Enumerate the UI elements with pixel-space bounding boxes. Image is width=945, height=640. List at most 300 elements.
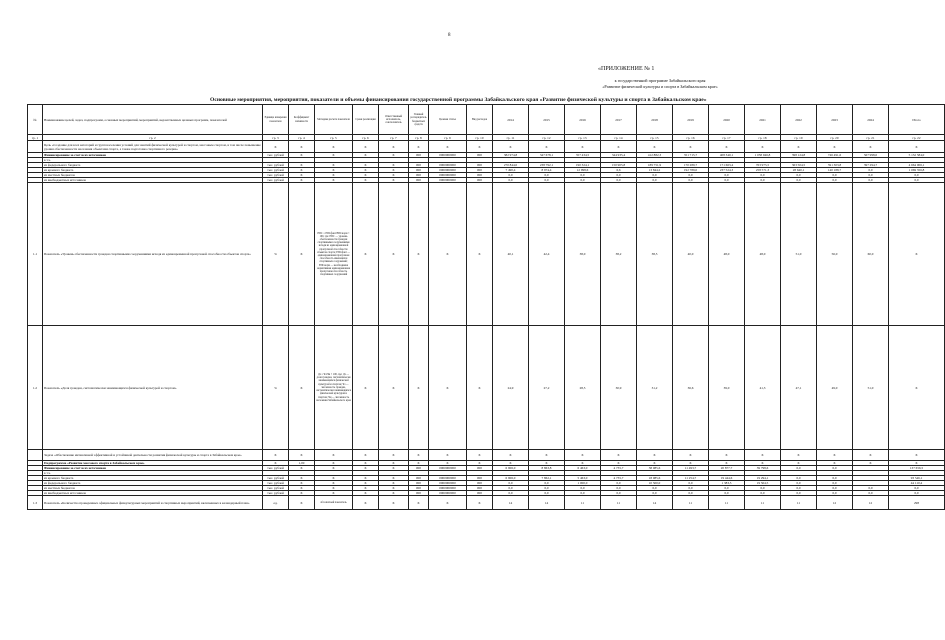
value-cell: 408 340,1 (709, 153, 745, 158)
task-1-label: Задача «Обеспечение интенсивной эффективной и устойчивой деятельности развития физической культуры и спорта в Забайкальском крае» (43, 450, 263, 461)
value-cell: 11 (745, 496, 781, 510)
value-cell: 12 (853, 496, 889, 510)
cell-x: X (745, 141, 781, 153)
kbk-cell: 000 (467, 168, 493, 173)
cell-x: X (315, 466, 353, 471)
kbk-cell: 0000000000 (429, 476, 467, 481)
value-cell: 298 (889, 496, 945, 510)
mun-label: из местных бюджетов (43, 173, 263, 178)
cell-x: X (781, 461, 817, 466)
value-cell: 48,0 (709, 183, 745, 326)
value-cell: 28,5 (565, 326, 601, 450)
row-number: 1.1 (28, 183, 43, 326)
indicator-row-2 (28, 326, 945, 450)
value-cell: 412 882,3 (637, 153, 673, 158)
colnum: гр. 20 (817, 135, 853, 141)
indicator-1-method: ЕПС = ЕПСфакт/ЕПСнорм × 100, где: ЕПС — уровень обеспеченности граждан спортивными сооружениями исходя из единовременной пропускной способности объектов спорта; ЕПСфакт — единовременная пропускная способность имеющихся спортивных сооружений; ЕПСнорм — необходимая нормативная единовременная пропускная способность спортивных сооружений (315, 183, 353, 326)
kbk-cell: 0000000000 (429, 168, 467, 173)
value-cell: 363 504,5 (781, 163, 817, 168)
kbk-cell: 0000000000 (429, 481, 467, 486)
value-cell: 0,0 (529, 481, 565, 486)
colnum: гр. 2 (43, 135, 263, 141)
value-cell: 8 863,8 (529, 466, 565, 471)
value-cell: 398 124,8 (781, 153, 817, 158)
value-cell: 14 (493, 496, 529, 510)
value-cell: 0,0 (601, 481, 637, 486)
page-number: 8 (448, 33, 451, 38)
cell-x: X (353, 141, 379, 153)
value-cell: 11 (601, 496, 637, 510)
value-cell: 56,0 (817, 183, 853, 326)
cell-x: X (289, 466, 315, 471)
value-cell: 30,9 (601, 326, 637, 450)
value-cell: 0,0 (529, 178, 565, 183)
colnum: гр. 7 (379, 135, 409, 141)
value-cell: 258 571,3 (745, 168, 781, 173)
cell-x: X (353, 168, 379, 173)
cell-x: X (289, 496, 315, 510)
value-cell: 171 663,4 (709, 163, 745, 168)
cell-x: X (429, 461, 467, 466)
value-cell: 6 906,0 (493, 466, 529, 471)
kbk-cell: 0000000000 (429, 486, 467, 491)
kbk-cell: 000 (409, 476, 429, 481)
value-cell: 31,2 (637, 326, 673, 450)
cell-x: X (353, 178, 379, 183)
value-cell: 0,0 (601, 173, 637, 178)
value-cell: 0,0 (745, 178, 781, 183)
unit-cell: % (263, 326, 289, 450)
value-cell: 49,0 (817, 326, 853, 450)
cell-x: X (709, 450, 745, 461)
value-cell: 0,0 (817, 476, 853, 481)
value-cell: 11 (781, 496, 817, 510)
value-cell: 4 664 006,1 (889, 163, 945, 168)
cell-x: X (379, 466, 409, 471)
cell-x: X (467, 450, 493, 461)
cell-x: X (529, 141, 565, 153)
cell-x: X (379, 168, 409, 173)
value-cell: 0,0 (493, 178, 529, 183)
cell-x: X (315, 491, 353, 496)
cell-x: X (529, 450, 565, 461)
cell-x: X (315, 481, 353, 486)
value-cell: 47,1 (781, 326, 817, 450)
annex-line-1: к государственной программе Забайкальского края (614, 78, 706, 83)
cell-x: X (467, 461, 493, 466)
kbk-cell: 0000000000 (429, 466, 467, 471)
cell-x: X (379, 476, 409, 481)
value-cell: 0,0 (781, 173, 817, 178)
value-cell: 0,0 (853, 178, 889, 183)
value-cell: 13 844,2 (637, 168, 673, 173)
cell-x: X (315, 153, 353, 158)
cell-x: X (315, 173, 353, 178)
header-year: 2015 (529, 105, 565, 135)
kbk-cell: 0000000000 (429, 491, 467, 496)
cell-x: X (853, 450, 889, 461)
value-cell: 0,0 (565, 491, 601, 496)
value-cell: 0,0 (529, 486, 565, 491)
cell-x: X (781, 141, 817, 153)
cell-x: X (289, 153, 315, 158)
value-cell: 397 294,7 (853, 163, 889, 168)
header-grbs: Главный распорядитель бюджетных средств (409, 105, 429, 135)
annex-subtitle (520, 78, 800, 90)
value-cell: 0,0 (709, 486, 745, 491)
value-cell: 40,1 (493, 183, 529, 326)
value-cell: 0,0 (889, 173, 945, 178)
value-cell: 19 444,6 (709, 476, 745, 481)
reg-label: из краевого бюджета (43, 476, 263, 481)
value-cell: 6,6 (601, 168, 637, 173)
value-cell: 0,0 (889, 178, 945, 183)
cell-x: X (889, 183, 945, 326)
unit-cell: тыс. рублей (263, 476, 289, 481)
value-cell: 357 434,5 (565, 153, 601, 158)
cell-x: X (853, 461, 889, 466)
cell-x: X (409, 461, 429, 466)
cell-x: X (429, 450, 467, 461)
value-cell: 1 058 946,8 (745, 153, 781, 158)
colnum: гр. 1 (28, 135, 43, 141)
kbk-cell: 000 (467, 163, 493, 168)
value-cell: 0,0 (709, 491, 745, 496)
kbk-cell: 000 (467, 481, 493, 486)
kbk-cell: 000 (409, 163, 429, 168)
annex-title: «ПРИЛОЖЕНИЕ № 1 (598, 66, 655, 72)
table-header-row (28, 105, 945, 135)
cell-x: X (315, 168, 353, 173)
value-cell: 344 935,4 (601, 153, 637, 158)
value-cell: 0,0 (745, 491, 781, 496)
header-vr: Вид расходов (467, 105, 493, 135)
kbk-cell: 000 (409, 481, 429, 486)
incl-label: в т.ч. (43, 158, 263, 163)
value-cell: 18 085,6 (637, 476, 673, 481)
cell-x: X (263, 141, 289, 153)
value-cell: 0,0 (889, 491, 945, 496)
header-method: Методика расчета показателя (315, 105, 353, 135)
cell-x: X (315, 141, 353, 153)
value-cell: 0,0 (709, 173, 745, 178)
cell-x: X (493, 461, 529, 466)
cell-x: X (379, 163, 409, 168)
colnum: гр. 19 (781, 135, 817, 141)
cell-x: X (379, 461, 409, 466)
value-cell: 0,0 (673, 178, 709, 183)
value-cell: 0,0 (601, 491, 637, 496)
value-cell: 60,0 (853, 183, 889, 326)
cell-x: X (889, 461, 945, 466)
value-cell: 7 490,4 (493, 168, 529, 173)
header-year: 2021 (745, 105, 781, 135)
cell-x: X (817, 141, 853, 153)
colnum: гр. 14 (601, 135, 637, 141)
header-period: Сроки реализации (353, 105, 379, 135)
cell-x: X (565, 141, 601, 153)
header-unit: Единица измерения показателя (263, 105, 289, 135)
value-cell: 42,4 (529, 183, 565, 326)
cell-x: X (315, 163, 353, 168)
header-name: Наименование целей, задач, подпрограмм, основных мероприятий, мероприятий, ведомственных целевых программ, показателей (43, 105, 263, 135)
value-cell: 0,0 (853, 486, 889, 491)
colnum: гр. 17 (709, 135, 745, 141)
cell-x: X (289, 326, 315, 450)
cell-x: X (709, 141, 745, 153)
value-cell: 5 463,0 (565, 476, 601, 481)
value-cell: 44 110,4 (889, 481, 945, 486)
value-cell: 1 000,0 (565, 481, 601, 486)
indicator-1-label: Показатель «Уровень обеспеченности граждан спортивными сооружениями исходя из единовременной пропускной способности объектов спорта» (43, 183, 263, 326)
cell-x: X (889, 326, 945, 450)
header-total: Итого (889, 105, 945, 135)
value-cell: 10 500,0 (637, 481, 673, 486)
colnum: гр. 10 (467, 135, 493, 141)
cell-x: X (353, 153, 379, 158)
value-cell: 567 998,0 (853, 153, 889, 158)
cell-x: X (263, 461, 289, 466)
header-year: 2017 (601, 105, 637, 135)
value-cell: 36,6 (673, 326, 709, 450)
colnum: гр. 8 (409, 135, 429, 141)
value-cell: 0,0 (817, 491, 853, 496)
program-table (27, 104, 945, 510)
value-cell: 0,0 (601, 178, 637, 183)
value-cell: 591 303,8 (817, 163, 853, 168)
value-cell: 0,0 (565, 173, 601, 178)
cell-x: X (601, 461, 637, 466)
kbk-cell: 0000000000 (429, 153, 467, 158)
kbk-cell: 000 (467, 178, 493, 183)
cell-x: X (493, 450, 529, 461)
kbk-cell: 0000000000 (429, 163, 467, 168)
cell-x: X (529, 461, 565, 466)
unit-cell: тыс. рублей (263, 491, 289, 496)
indicator-2-label: Показатель «Доля граждан, систематически занимающихся физической культурой и спортом» (43, 326, 263, 450)
cell-x: X (673, 141, 709, 153)
kbk-cell: 000 (467, 476, 493, 481)
row-number: 1.3 (28, 496, 43, 510)
cell-x: X (467, 326, 493, 450)
value-cell: 24,9 (493, 326, 529, 450)
cell-x: X (709, 461, 745, 466)
cell-x: X (379, 496, 409, 510)
cell-x: X (467, 496, 493, 510)
value-cell: 0,0 (493, 486, 529, 491)
cell-x: X (353, 496, 379, 510)
header-year: 2014 (493, 105, 529, 135)
value-cell: 7 862,1 (529, 476, 565, 481)
unit-cell: % (263, 183, 289, 326)
header-year: 2023 (817, 105, 853, 135)
cell-x: X (315, 461, 353, 466)
value-cell: 0,0 (637, 178, 673, 183)
unit-cell: тыс. рублей (263, 168, 289, 173)
header-coef: Коэффициент значимости (289, 105, 315, 135)
row-number: 1.2 (28, 326, 43, 450)
cell-x: X (353, 481, 379, 486)
value-cell: 382 974,8 (493, 153, 529, 158)
header-year: 2020 (709, 105, 745, 135)
kbk-cell: 000 (409, 491, 429, 496)
value-cell: 190 324,1 (565, 163, 601, 168)
value-cell: 0,0 (781, 476, 817, 481)
header-resp: Ответственный исполнитель, соисполнитель (379, 105, 409, 135)
colnum: гр. 11 (493, 135, 529, 141)
value-cell: 40,0 (673, 183, 709, 326)
value-cell: 48,0 (745, 183, 781, 326)
value-cell: 11 493,7 (673, 466, 709, 471)
cell-x: X (817, 450, 853, 461)
cell-x: X (379, 491, 409, 496)
cell-x: X (429, 326, 467, 450)
value-cell: 38,5 (637, 183, 673, 326)
cell-x: X (409, 326, 429, 450)
cell-x: X (409, 496, 429, 510)
colnum: гр. 15 (637, 135, 673, 141)
cell-x: X (289, 486, 315, 491)
colnum: гр. 5 (315, 135, 353, 141)
value-cell: 189 751,9 (637, 163, 673, 168)
indicator-row-3 (28, 496, 945, 510)
unit-cell: тыс. рублей (263, 163, 289, 168)
value-cell: 28 640,1 (781, 168, 817, 173)
value-cell: 0,0 (637, 173, 673, 178)
cell-x: X (601, 450, 637, 461)
value-cell: 238 792,1 (529, 163, 565, 168)
value-cell: 12 998,6 (565, 168, 601, 173)
value-cell: 192 789,0 (673, 168, 709, 173)
cell-x: X (745, 450, 781, 461)
value-cell: 0,0 (853, 168, 889, 173)
cell-x: X (409, 450, 429, 461)
document-title: Основные мероприятия, мероприятия, показатели и объемы финансирования государственной программы Забайкальского края «Развитие физической культуры и спорта в Забайкальском крае» (210, 97, 707, 103)
value-cell: 0,0 (853, 491, 889, 496)
value-cell: 27,2 (529, 326, 565, 450)
goal-label: Цель «Создание для всех категорий и групп населения условий для занятий физической культурой и спортом, массовым спортом, в том числе повышение уровня обеспеченности населения объектами спорта, а также подготовка спортивного резерва» (44, 142, 261, 151)
ext-label: из внебюджетных источников (43, 178, 263, 183)
kbk-cell: 000 (467, 153, 493, 158)
indicator-3-label: Показатель «Количество проведенных официальных физкультурных мероприятий и спортивных мероприятий, включенных в календарный план» (43, 496, 263, 510)
header-csr: Целевая статья (429, 105, 467, 135)
colnum: гр. 3 (263, 135, 289, 141)
cell-x: X (379, 173, 409, 178)
cell-x: X (353, 466, 379, 471)
value-cell: 0,0 (673, 491, 709, 496)
cell-x: X (315, 450, 353, 461)
value-cell: 0,0 (781, 491, 817, 496)
cell-x: X (353, 326, 379, 450)
cell-x: X (379, 481, 409, 486)
fin-total-label: Финансирование за счет всех источников (43, 153, 263, 158)
value-cell: 0,0 (817, 466, 853, 471)
cell-x: X (379, 153, 409, 158)
value-cell: 0,0 (493, 491, 529, 496)
colnum: гр. 22 (889, 135, 945, 141)
cell-x: X (467, 141, 493, 153)
value-cell: 1 383,5 (709, 481, 745, 486)
subprogram-label: Подпрограмма «Развитие массового спорта в Забайкальском крае» (43, 461, 263, 466)
kbk-cell: 000 (409, 466, 429, 471)
value-cell: 170 289,7 (673, 163, 709, 168)
cell-x: X (745, 461, 781, 466)
value-cell: 0,0 (745, 173, 781, 178)
value-cell: 11 (673, 496, 709, 510)
colnum: гр. 18 (745, 135, 781, 141)
cell-x: X (353, 173, 379, 178)
fed-label: из федерального бюджета (43, 481, 263, 486)
value-cell: 0,0 (673, 173, 709, 178)
kbk-cell: 0000000000 (429, 178, 467, 183)
value-cell: 12 (817, 496, 853, 510)
cell-x: X (409, 141, 429, 153)
value-cell: 1 069 356,8 (889, 168, 945, 173)
value-cell: 0,0 (781, 486, 817, 491)
goal-row (28, 141, 945, 153)
sub-fin-label: Финансирование за счет всех источников (43, 466, 263, 471)
value-cell: 0,0 (745, 486, 781, 491)
value-cell: 0,0 (781, 178, 817, 183)
cell-x: X (353, 163, 379, 168)
header-year: 2018 (637, 105, 673, 135)
cell-x: X (315, 476, 353, 481)
value-cell: 0,0 (493, 173, 529, 178)
value-cell: 0,0 (817, 173, 853, 178)
cell-x: X (673, 450, 709, 461)
cell-x: X (409, 183, 429, 326)
mun-label: из местных бюджетов (43, 486, 263, 491)
cell-x: X (315, 178, 353, 183)
ext-label: из внебюджетных источников (43, 491, 263, 496)
cell-x: X (289, 450, 315, 461)
colnum: гр. 12 (529, 135, 565, 141)
value-cell: 38,0 (565, 183, 601, 326)
unit-cell: тыс. рублей (263, 486, 289, 491)
value-cell: 0,0 (853, 173, 889, 178)
kbk-cell: 000 (409, 178, 429, 183)
cell-x: X (889, 141, 945, 153)
value-cell: 0,0 (709, 178, 745, 183)
cell-x: X (289, 173, 315, 178)
value-cell: 0,0 (889, 486, 945, 491)
indicator-2-method: Дз = Чз/Чн × 100, где: Дз — доля граждан, систематически занимающихся физической культурой и спортом; Чз — численность граждан, систематически занимающихся физической культурой и спортом; Чн — численность населения Забайкальского края (315, 326, 353, 450)
value-cell: 39 798,6 (745, 466, 781, 471)
cell-x: X (263, 450, 289, 461)
value-cell: 0,0 (529, 491, 565, 496)
header-year: 2022 (781, 105, 817, 135)
cell-x: X (379, 486, 409, 491)
cell-x: X (379, 326, 409, 450)
kbk-cell: 0000000000 (429, 173, 467, 178)
cell-x: X (889, 450, 945, 461)
cell-x: X (565, 461, 601, 466)
unit-cell: тыс. рублей (263, 466, 289, 471)
value-cell: 0,0 (673, 486, 709, 491)
value-cell: 270 844,0 (493, 163, 529, 168)
kbk-cell: 000 (467, 173, 493, 178)
value-cell: 11 (565, 496, 601, 510)
header-year: 2024 (853, 105, 889, 135)
value-cell: 0,0 (673, 481, 709, 486)
cell-x: X (353, 461, 379, 466)
kbk-cell: 000 (467, 491, 493, 496)
value-cell: 0,0 (817, 481, 853, 486)
value-cell: 763 975,5 (745, 163, 781, 168)
value-cell: 14 (529, 496, 565, 510)
cell-x: X (289, 491, 315, 496)
fed-label: из федерального бюджета (43, 163, 263, 168)
